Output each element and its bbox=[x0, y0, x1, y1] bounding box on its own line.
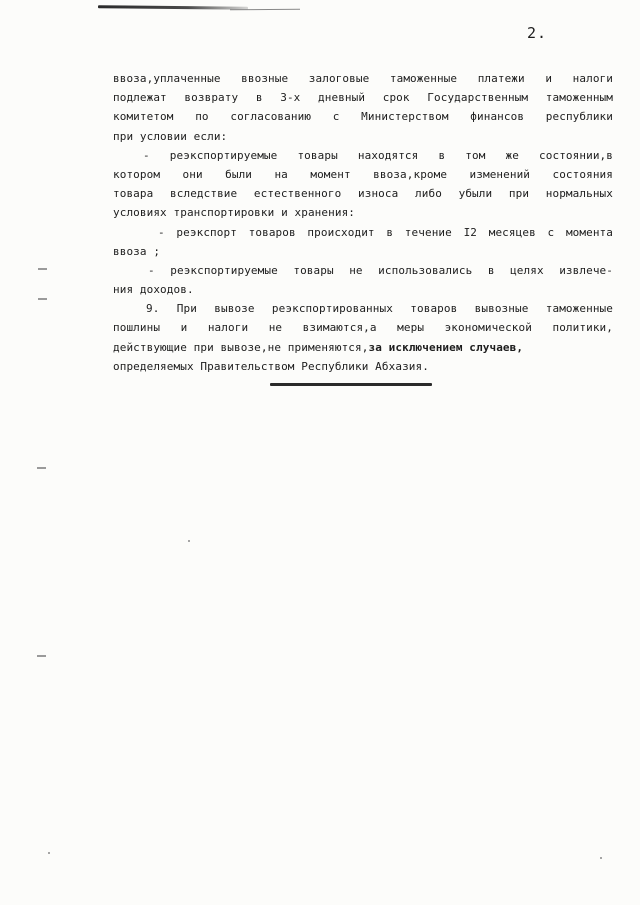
end-of-text-rule bbox=[270, 383, 432, 386]
paper-speck bbox=[48, 852, 50, 854]
clause-9-line-2: пошлины и налоги не взимаются,а меры экономической политики, bbox=[113, 321, 613, 335]
dash-item-1-line-4: условиях транспортировки и хранения: bbox=[113, 206, 356, 220]
dash-item-3-line-2: ния доходов. bbox=[113, 283, 194, 297]
body-text bbox=[113, 69, 613, 376]
clause-9-line-3-plain: действующие при вывозе,не применяются, bbox=[113, 340, 369, 354]
top-scratch-mark bbox=[98, 5, 248, 10]
paragraph-1-line-3: комитетом по согласованию с Министерством финансов республики bbox=[113, 110, 613, 124]
paragraph-1-line-1: ввоза,уплаченные ввозные залоговые таможенные платежи и налоги bbox=[113, 72, 613, 85]
dash-item-1-line-1: - реэкспортируемые товары находятся в том же состоянии,в bbox=[143, 148, 613, 162]
margin-scan-mark bbox=[38, 298, 47, 300]
clause-9-line-3 bbox=[113, 338, 613, 357]
dash-item-3-line-1: - реэкспортируемые товары не использовались в целях извлече- bbox=[148, 263, 613, 277]
clause-9-line-3-bold: за исключением случаев, bbox=[368, 340, 524, 354]
paragraph-1-line-2: подлежат возврату в 3-х дневный срок Государственным таможенным bbox=[113, 91, 613, 105]
dash-item-1-line-3: товара вследствие естественного износа либо убыли при нормальных bbox=[113, 187, 613, 201]
dash-item-2-line-2: ввоза ; bbox=[113, 244, 161, 258]
dash-item-1-line-2: котором они были на момент ввоза,кроме изменений состояния bbox=[113, 167, 613, 181]
paper-speck bbox=[188, 540, 190, 542]
clause-9-line-1: 9. При вывозе реэкспортированных товаров вывозные таможенные bbox=[146, 302, 613, 316]
dash-item-2-line-1: - реэкспорт товаров происходит в течение I2 месяцев с момента bbox=[158, 225, 613, 239]
margin-scan-mark bbox=[37, 655, 46, 657]
clause-9-line-4: определяемых Правительством Республики Абхазия. bbox=[113, 359, 429, 373]
margin-scan-mark bbox=[37, 467, 46, 469]
page-number: 2. bbox=[527, 24, 548, 42]
top-scratch-mark-thin bbox=[230, 9, 300, 11]
paper-speck bbox=[600, 857, 602, 859]
paragraph-1-line-4: при условии если: bbox=[113, 129, 228, 143]
margin-scan-mark bbox=[38, 268, 47, 270]
